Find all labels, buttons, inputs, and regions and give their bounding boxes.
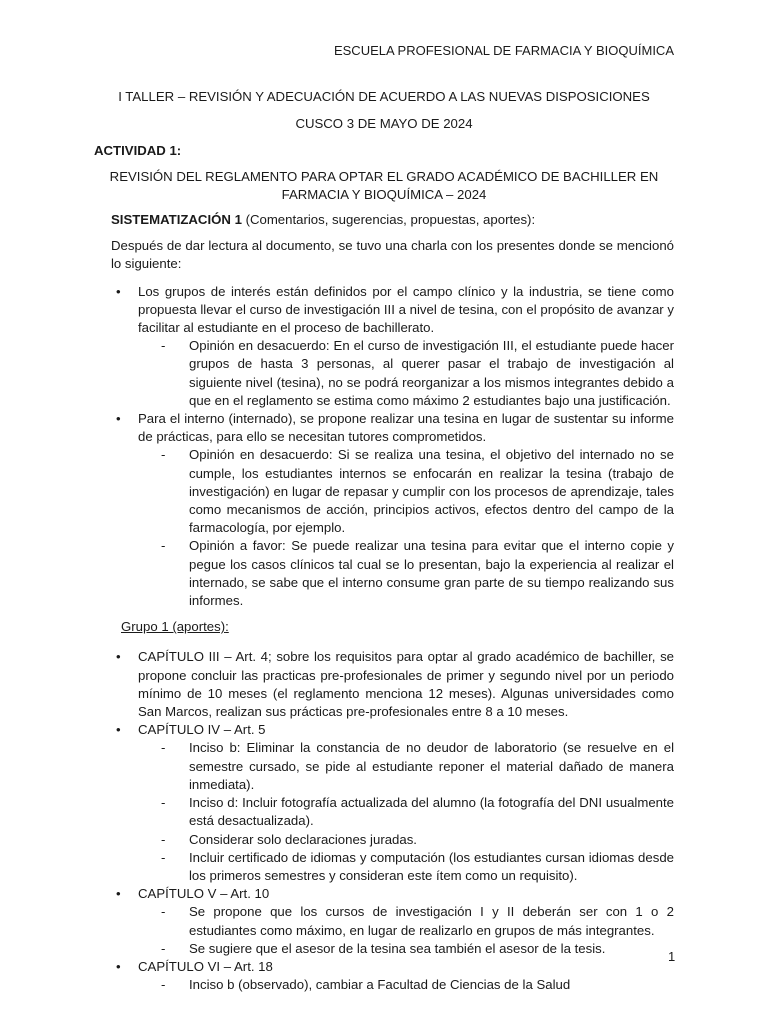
list-item (111, 410, 674, 610)
chapter-list (111, 648, 674, 994)
dash-marker: - (161, 940, 166, 956)
bullet-marker: • (116, 722, 121, 738)
sub-list (138, 903, 674, 958)
sub-list-item (161, 337, 674, 410)
sub-list-item (161, 794, 674, 830)
list-item-text: CAPÍTULO V – Art. 10 (138, 886, 270, 902)
review-heading: REVISIÓN DEL REGLAMENTO PARA OPTAR EL GRADO ACADÉMICO DE BACHILLER EN FARMACIA Y BIOQUÍMICA – 2024 (109, 169, 659, 203)
bullet-marker: • (116, 283, 121, 299)
bullet-marker: • (116, 958, 121, 974)
sub-list-item (161, 940, 674, 958)
sub-list (138, 739, 674, 885)
dash-marker: - (161, 849, 166, 865)
sub-list (138, 337, 674, 410)
sub-list-item-text: Inciso b: Eliminar la constancia de no deudor de laboratorio (se resuelve en el semestre cursado, se pide al estudiante reponer el material dañado de manera inmediata). (189, 740, 674, 792)
group-heading (121, 618, 674, 636)
list-item-text: CAPÍTULO VI – Art. 18 (138, 958, 273, 974)
workshop-title: I TALLER – REVISIÓN Y ADECUACIÓN DE ACUERDO A LAS NUEVAS DISPOSICIONES (118, 89, 650, 104)
sub-list-item-text: Opinión en desacuerdo: En el curso de investigación III, el estudiante puede hacer grupos de hasta 3 personas, al querer pasar el trabajo de investigación al siguiente nivel (tesina), no se podrá reorganizar a los mismos integrantes debido a que en el reglamento se estima como máximo 2 estudiantes bajo una justificación. (189, 338, 674, 408)
discussion-list (111, 283, 674, 611)
sub-list-item (161, 903, 674, 939)
sub-list-item-text: Opinión en desacuerdo: Si se realiza una tesina, el objetivo del internado no se cumple, los estudiantes internos se enfocarán en realizar la tesina (trabajo de investigación) en lugar de repasar y cumplir con los procesos de aprendizaje, tales como mecanismos de acción, principios activos, efectos dentro del campo de la farmacología, por ejemplo. (189, 447, 674, 536)
list-item (111, 283, 674, 410)
sub-list-item-text: Inciso b (observado), cambiar a Facultad de Ciencias de la Salud (189, 977, 571, 993)
list-item-text: Para el interno (internado), se propone realizar una tesina en lugar de sustentar su informe de prácticas, para ello se necesitan tutores comprometidos. (138, 411, 674, 445)
sub-list-item-text: Opinión a favor: Se puede realizar una tesina para evitar que el interno copie y pegue los casos clínicos tal cual se lo presentan, bajo la experiencia al realizar el internado, se sabe que el interno consume gran parte de su tiempo realizando sus informes. (189, 538, 674, 609)
sub-list-item (161, 849, 674, 885)
intro-paragraph: Después de dar lectura al documento, se tuvo una charla con los presentes donde se mencionó lo siguiente: (111, 238, 674, 272)
sub-list-item (161, 739, 674, 794)
dash-marker: - (161, 447, 166, 463)
dash-marker: - (161, 904, 166, 920)
dash-marker: - (161, 740, 166, 756)
sub-list-item-text: Se sugiere que el asesor de la tesina sea también el asesor de la tesis. (189, 940, 606, 956)
list-item-text: CAPÍTULO III – Art. 4; sobre los requisitos para optar al grado académico de bachiller, se propone concluir las practicas pre-profesionales de primer y segundo nivel por un periodo mínimo de 10 meses (el reglamento menciona 12 meses). Algunas universidades como San Marcos, realizan sus prácticas pre-profesionales entre 8 a 10 meses. (138, 649, 674, 720)
sub-list-item-text: Se propone que los cursos de investigación I y II deberán ser con 1 o 2 estudiantes como máximo, en lugar de realizarlo en grupos de más integrantes. (189, 904, 674, 938)
dash-marker: - (161, 977, 166, 993)
sub-list (138, 976, 674, 994)
sub-list-item (161, 831, 674, 849)
sub-list-item (161, 976, 674, 994)
list-item (111, 721, 674, 885)
systematization-description: (Comentarios, sugerencias, propuestas, aportes): (241, 212, 536, 227)
list-item (111, 648, 674, 721)
document-body (111, 211, 674, 994)
bullet-marker: • (116, 649, 121, 665)
list-item (111, 958, 674, 994)
group-label: Grupo 1 (aportes) (121, 619, 226, 635)
list-item-text: CAPÍTULO IV – Art. 5 (138, 722, 266, 738)
sub-list-item-text: Inciso d: Incluir fotografía actualizada del alumno (la fotografía del DNI usualmente está desactualizada). (189, 795, 674, 829)
dash-marker: - (161, 795, 166, 811)
systematization-line (111, 211, 674, 229)
dash-marker: - (161, 831, 166, 847)
systematization-label: SISTEMATIZACIÓN 1 (111, 212, 242, 227)
sub-list-item (161, 537, 674, 610)
sub-list (138, 446, 674, 610)
sub-list-item-text: Considerar solo declaraciones juradas. (189, 831, 417, 847)
list-item (111, 885, 674, 958)
activity-heading: ACTIVIDAD 1: (94, 143, 182, 158)
workshop-date: CUSCO 3 DE MAYO DE 2024 (295, 116, 473, 131)
page-header: ESCUELA PROFESIONAL DE FARMACIA Y BIOQUÍMICA (333, 43, 674, 58)
bullet-marker: • (116, 886, 121, 902)
list-item-text: Los grupos de interés están definidos por el campo clínico y la industria, se tiene como propuesta llevar el curso de investigación III a nivel de tesina, con el propósito de avanzar y facilitar al estudiante en el proceso de bachillerato. (138, 283, 674, 336)
sub-list-item-text: Incluir certificado de idiomas y computación (los estudiantes cursan idiomas desde los primeros semestres y consideran este ítem como un requisito). (189, 849, 674, 883)
sub-list-item (161, 446, 674, 537)
bullet-marker: • (116, 411, 121, 427)
dash-marker: - (161, 538, 166, 554)
group-colon: : (225, 619, 229, 635)
page-number: 1 (668, 949, 676, 964)
dash-marker: - (161, 338, 166, 354)
